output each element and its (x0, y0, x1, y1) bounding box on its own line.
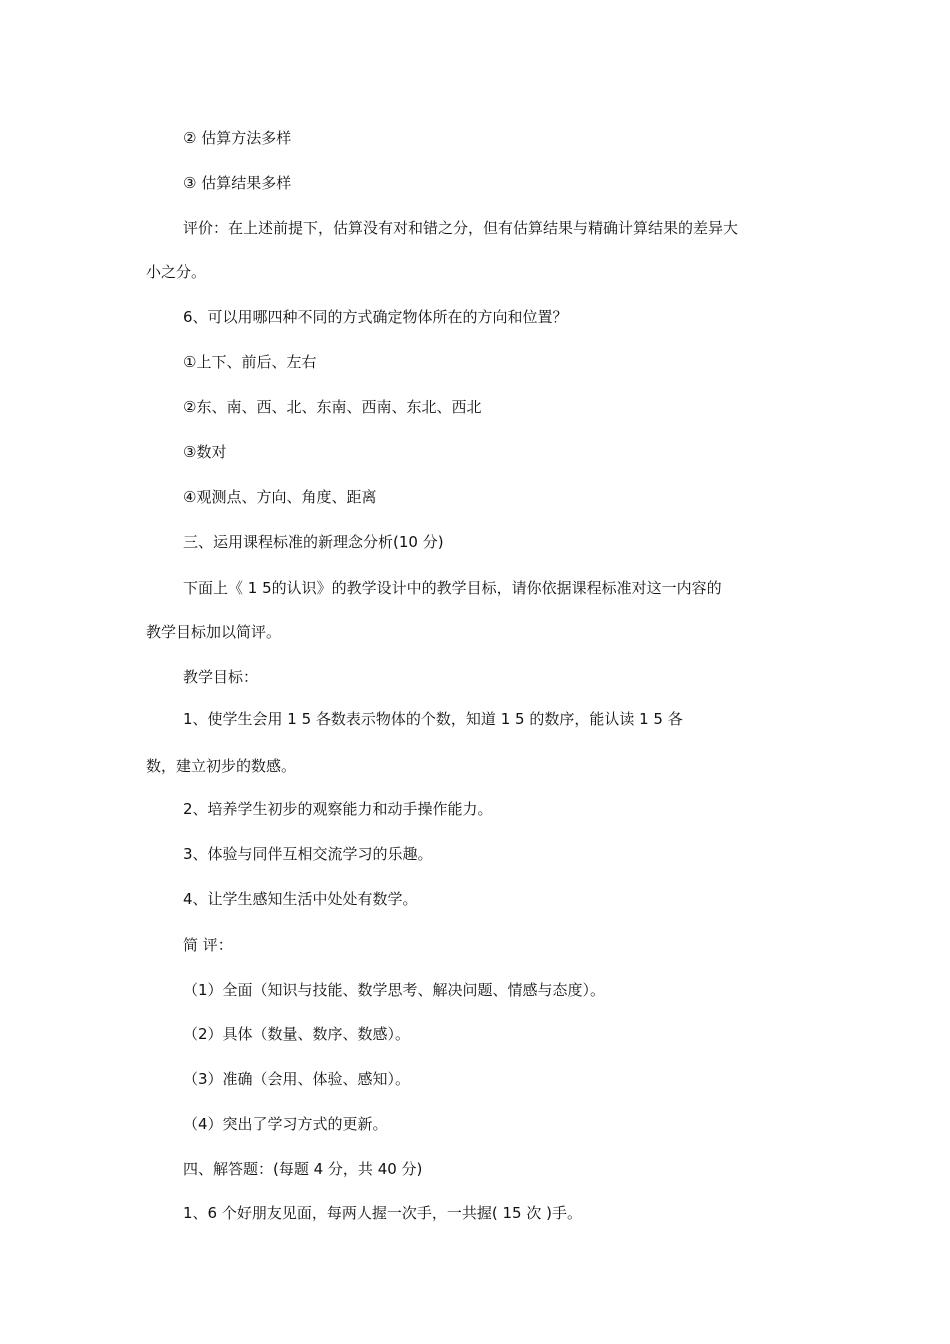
text-line: （1）全面（知识与技能、数学思考、解决问题、情感与态度）。 (183, 981, 606, 999)
text-line: ③数对 (183, 443, 227, 461)
text-line: ①上下、前后、左右 (183, 353, 317, 371)
text-line: 下面上《 1 5的认识》的教学设计中的教学目标，请你依据课程标准对这一内容的 (183, 579, 722, 597)
text-line: 4、让学生感知生活中处处有数学。 (183, 890, 418, 908)
text-line: 教学目标加以简评。 (146, 623, 282, 641)
text-line: ③ 估算结果多样 (183, 174, 292, 192)
text-line: 小之分。 (146, 263, 207, 281)
text-line: 3、体验与同伴互相交流学习的乐趣。 (183, 845, 433, 863)
text-line: ②东、南、西、北、东南、西南、东北、西北 (183, 398, 482, 416)
question-line: 6、可以用哪四种不同的方式确定物体所在的方向和位置？ (183, 308, 568, 326)
text-line: （3）准确（会用、体验、感知）。 (183, 1070, 411, 1088)
section-heading: 三、运用课程标准的新理念分析(10 分) (183, 533, 444, 551)
text-line: 教学目标： (183, 668, 259, 686)
text-line: （4）突出了学习方式的更新。 (183, 1115, 388, 1133)
section-heading: 四、解答题：(每题 4 分，共 40 分) (183, 1160, 423, 1178)
text-line: （2）具体（数量、数序、数感）。 (183, 1025, 411, 1043)
text-line: 数，建立初步的数感。 (146, 757, 297, 775)
text-line: ④观测点、方向、角度、距离 (183, 488, 377, 506)
text-line: 简 评： (183, 936, 233, 954)
text-line: 2、培养学生初步的观察能力和动手操作能力。 (183, 800, 493, 818)
text-line: 1、使学生会用 1 5 各数表示物体的个数，知道 1 5 的数序，能认读 1 5 各 (183, 710, 683, 728)
text-line: ② 估算方法多样 (183, 129, 292, 147)
text-line: 评价：在上述前提下，估算没有对和错之分，但有估算结果与精确计算结果的差异大 (183, 219, 739, 237)
question-line: 1、6 个好朋友见面，每两人握一次手，一共握( 15 次 )手。 (183, 1204, 582, 1222)
